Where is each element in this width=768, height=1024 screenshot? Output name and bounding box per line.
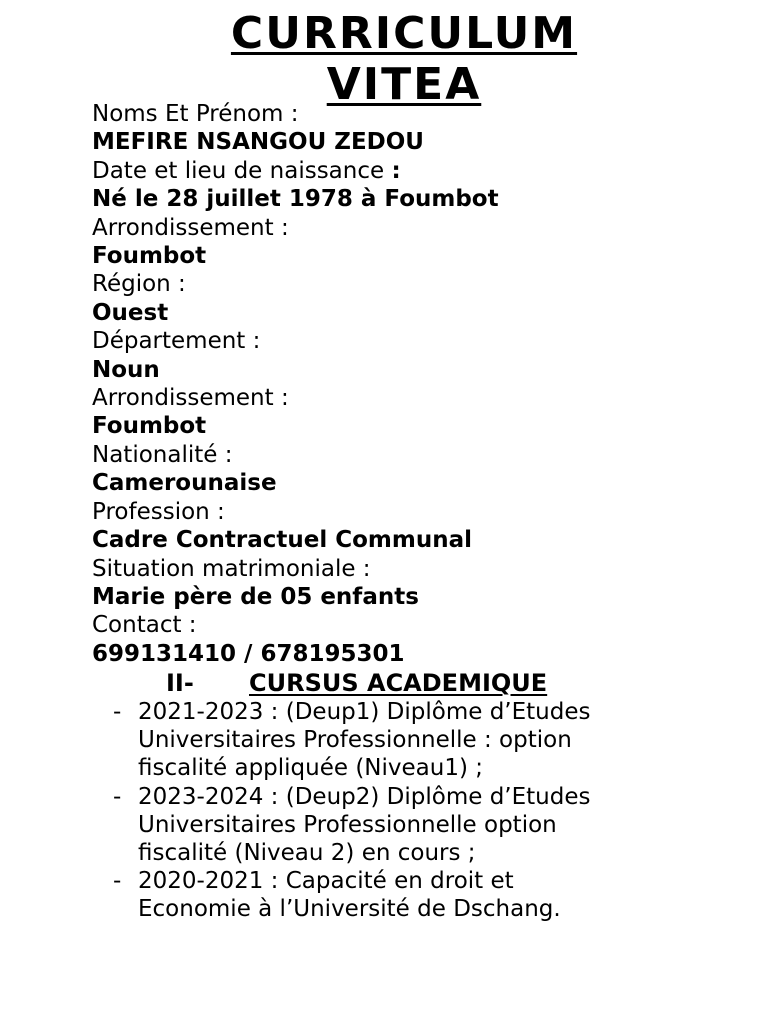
field-value-arrondissement-2: Foumbot (92, 413, 207, 440)
cursus-item-text: 2023-2024 : (Deup2) Diplôme d’Etudes Universitaires Professionnelle option fiscalité (Niveau 2) en cours ; (138, 783, 591, 867)
field-label-arrondissement: Arrondissement : (92, 214, 289, 241)
field-label-birth-colon: : (391, 157, 401, 184)
bullet-dash: - (113, 868, 122, 895)
bullet-dash: - (113, 783, 122, 810)
field-value-contact: 699131410 / 678195301 (92, 640, 405, 667)
section-number: II- (166, 669, 194, 697)
bullet-dash: - (113, 699, 122, 725)
list-item (113, 783, 678, 868)
document-title-line-1: CURRICULUM (230, 8, 578, 59)
section-heading-cursus (166, 668, 547, 698)
field-label-arrondissement-2: Arrondissement : (92, 385, 289, 412)
field-label-contact: Contact : (92, 612, 197, 639)
field-label-name: Noms Et Prénom : (92, 101, 299, 127)
field-value-departement: Noun (92, 356, 160, 383)
field-value-profession: Cadre Contractuel Communal (92, 527, 472, 554)
field-value-birth: Né le 28 juillet 1978 à Foumbot (92, 186, 499, 213)
list-item (113, 698, 678, 783)
field-label-departement: Département : (92, 328, 261, 355)
document-title-line-2: VITEA (326, 59, 482, 110)
list-item (113, 867, 678, 923)
cursus-item-text: 2021-2023 : (Deup1) Diplôme d’Etudes Universitaires Professionnelle : option fiscalité appliquée (Niveau1) ; (138, 699, 591, 782)
field-label-profession: Profession : (92, 498, 225, 525)
field-label-birth-text: Date et lieu de naissance (92, 157, 392, 184)
field-label-birth (92, 157, 499, 185)
field-value-name: MEFIRE NSANGOU ZEDOU (92, 129, 424, 156)
field-label-nationalite: Nationalité : (92, 441, 233, 468)
field-value-region: Ouest (92, 299, 169, 326)
field-value-nationalite: Camerounaise (92, 470, 277, 497)
field-value-situation: Marie père de 05 enfants (92, 583, 419, 610)
field-label-region: Région : (92, 271, 186, 298)
personal-info (92, 100, 499, 668)
section-title: CURSUS ACADEMIQUE (249, 669, 548, 697)
field-value-arrondissement: Foumbot (92, 243, 207, 270)
field-label-situation: Situation matrimoniale : (92, 555, 371, 582)
cursus-list (113, 698, 678, 924)
cursus-item-text: 2020-2021 : Capacité en droit et Economie à l’Université de Dschang. (138, 868, 561, 923)
